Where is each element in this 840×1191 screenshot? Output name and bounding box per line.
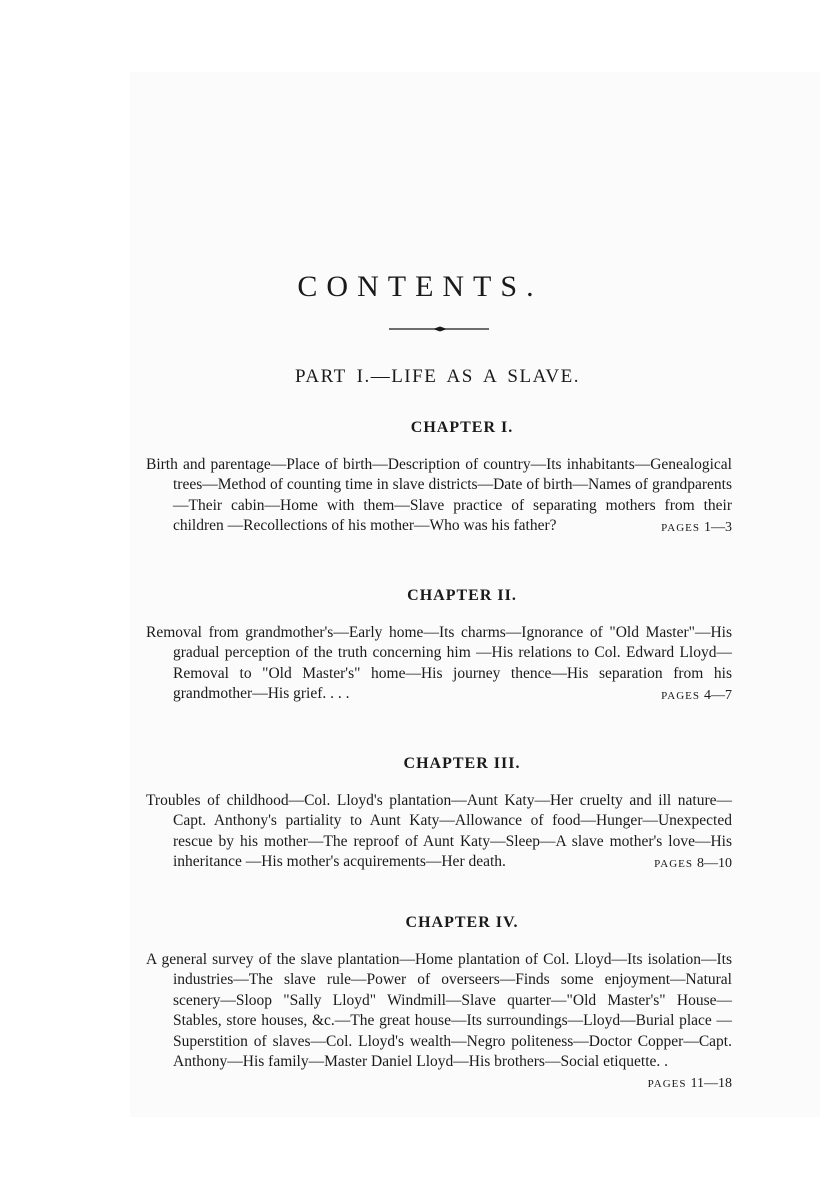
part-title: PART I.—LIFE AS A SLAVE. (295, 366, 580, 387)
chapter-3 (146, 755, 738, 873)
chapter-text: Removal from grandmother's—Early home—Its charms—Ignorance of "Old Master"—His gradual perception of the truth concerning him —His relations to Col. Edward Lloyd—Removal to "Old Master's" home—His journey thence—His separation from his grandmother—His grief. . . . (146, 624, 732, 703)
pages-label: PAGES (661, 690, 700, 703)
chapter-heading: CHAPTER III. (403, 755, 521, 772)
chapter-text: Birth and parentage—Place of birth—Description of country—Its inhabitants—Genealogical trees—Method of counting time in slave districts—Date of birth—Names of grandparents—Their cabin—Home with them—Slave practice of separating mothers from their children —Recollections of his mother—Who was his father? (146, 456, 732, 535)
chapter-4 (146, 914, 738, 1093)
chapter-summary (146, 623, 738, 705)
divider-ornament (389, 326, 489, 332)
chapter-heading: CHAPTER II. (407, 587, 517, 604)
chapter-2 (146, 587, 738, 705)
pages-number: 1—3 (704, 520, 732, 536)
chapter-summary (146, 950, 738, 1092)
pages-label: PAGES (661, 522, 700, 535)
chapter-heading: CHAPTER I. (410, 419, 514, 436)
pages-number: 4—7 (704, 688, 732, 704)
chapter-summary (146, 791, 738, 873)
page-range (661, 518, 732, 538)
pages-number: 11—18 (690, 1076, 732, 1092)
pages-label: PAGES (654, 858, 693, 871)
page-range (661, 686, 732, 706)
pages-label: PAGES (647, 1078, 687, 1091)
page-range (654, 854, 732, 874)
page-title: CONTENTS. (297, 270, 543, 303)
chapter-summary (146, 455, 738, 537)
chapter-1 (146, 419, 738, 537)
pages-number: 8—10 (697, 856, 732, 872)
page-range (647, 1074, 732, 1094)
chapter-text: Troubles of childhood—Col. Lloyd's plantation—Aunt Katy—Her cruelty and ill nature—Capt. Anthony's partiality to Aunt Katy—Allowance of food—Hunger—Unexpected rescue by his mother—The reproof of Aunt Katy—Sleep—A slave mother's love—His inheritance —His mother's acquirements—Her death. (146, 792, 732, 871)
chapter-text: A general survey of the slave plantation—Home plantation of Col. Lloyd—Its isolation—Its industries—The slave rule—Power of overseers—Finds some enjoyment—Natural scenery—Sloop "Sally Lloyd" Windmill—Slave quarter—"Old Master's" House—Stables, store houses, &c.—The great house—Its surroundings—Lloyd—Burial place —Superstition of slaves—Col. Lloyd's wealth—Negro politeness—Doctor Copper—Capt. Anthony—His family—Master Daniel Lloyd—His brothers—Social etiquette. . (146, 951, 732, 1071)
chapter-heading: CHAPTER IV. (405, 914, 519, 931)
